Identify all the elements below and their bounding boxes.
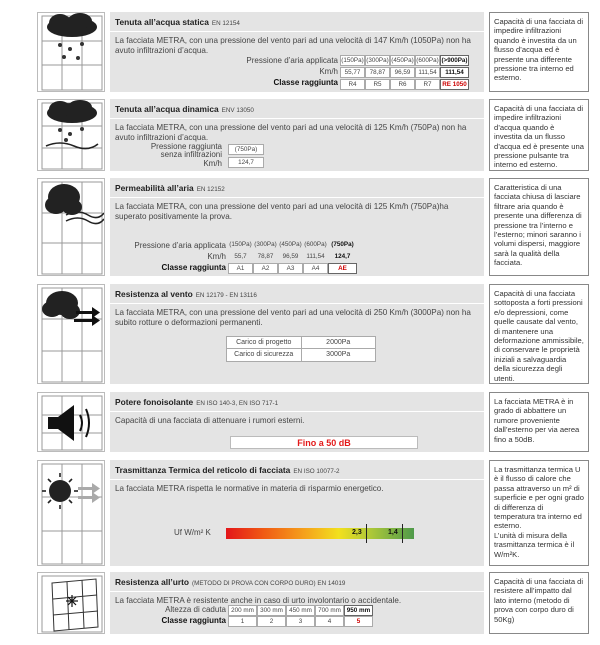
table-cell: 300 mm (257, 605, 286, 616)
table-cell: Carico di progetto (227, 337, 302, 348)
section3-icon-box (37, 178, 105, 276)
section7-icon-box (37, 572, 105, 634)
section6-panel (110, 460, 484, 566)
section2-panel (110, 99, 484, 171)
table-cell: 55,77 (340, 67, 365, 78)
s3-label-pressure: Pressione d’aria applicata (134, 241, 226, 250)
section5-side-note: La facciata METRA è in grado di abbattere un rumore proveniente dall’esterno per via aerea fino a 50dB. (489, 392, 589, 452)
table-cell: 55,7 (234, 253, 247, 260)
section4-title: Resistenza al vento EN 12179 - EN 13116 (110, 284, 484, 304)
table-cell: 4 (315, 616, 344, 627)
section4-icon-box (37, 284, 105, 384)
table-cell: 3 (286, 616, 315, 627)
section5-standard: EN ISO 140-3, EN ISO 717-1 (196, 400, 279, 407)
section7-title: Resistenza all’urto (METODO DI PROVA CON CORPO DURO) EN 14019 (110, 572, 484, 592)
section3-side-note: Caratteristica di una facciata chiusa di lasciare filtrare aria quando è presente una differenza di pressione tra l’interno e l’esterno; minori saranno i volumi dispersi, maggiore sarà la qualità della facciata. (489, 178, 589, 276)
section3-standard: EN 12152 (196, 186, 225, 193)
s2-label-pressure: Pressione raggiunta senza infiltrazioni (150, 142, 222, 159)
table-cell: (300Pa) (366, 57, 389, 64)
s3-speed-row (228, 252, 357, 263)
s7-class-row (228, 616, 373, 627)
section2-title: Tenuta all’acqua dinamica ENV 13050 (110, 99, 484, 119)
s6-label-1-4: 1,4 (388, 529, 398, 536)
section1-desc: La facciata METRA, con una pressione del vento pari ad una velocità di 147 Km/h (1050Pa) non ha avuto infiltrazioni d’acqua. (115, 36, 471, 55)
table-cell: A1 (228, 263, 253, 274)
table-cell: 2 (257, 616, 286, 627)
table-cell: 950 mm (344, 605, 373, 616)
s1-class-row (340, 79, 469, 90)
section2-side-note: Capacità di una facciata di impedire infiltrazioni d’acqua quando è investita da un flusso d’acqua ed è presente una pressione pulsante tra interno ed esterno. (489, 99, 589, 171)
table-cell: 700 mm (315, 605, 344, 616)
section5-desc: Capacità di una facciata di attenuare i rumori esterni. (115, 416, 305, 425)
table-cell: 111,54 (306, 253, 325, 260)
table-cell: (150Pa) (341, 57, 364, 64)
s2-pressure-cell (228, 144, 264, 155)
s1-label-kmh: Km/h (319, 67, 338, 76)
section5-title: Potere fonoisolante EN ISO 140-3, EN ISO 717-1 (110, 392, 484, 412)
section4-desc: La facciata METRA, con una pressione del vento pari ad una velocità di 250 Km/h (3000Pa) non ha subito rotture o deformazioni permanenti. (115, 308, 471, 327)
section6-side-note: La trasmittanza termica U è il flusso di calore che passa attraverso un m² di superficie e per ogni grado di differenza di temperatura tra interno ed esterno. L’unità di misura della trasmittanza termica è il W/m²K. (489, 460, 589, 566)
section1-side-note: Capacità di una facciata di impedire infiltrazioni quando è investita da un flusso d’acqua ed è presente una differente pressione tra interno ed esterno. (489, 12, 589, 92)
section1-panel (110, 12, 484, 92)
table-cell: Carico di sicurezza (227, 349, 302, 361)
s1-label-class: Classe raggiunta (273, 78, 338, 87)
section3-title: Permeabilità all’aria EN 12152 (110, 178, 484, 198)
sun-heat-icon (38, 461, 105, 566)
table-cell: (>900Pa) (441, 57, 468, 64)
table-cell: (600Pa) (416, 57, 439, 64)
table-row (227, 349, 375, 361)
table-cell: A3 (278, 263, 303, 274)
section4-standard: EN 12179 - EN 13116 (195, 292, 257, 299)
s3-pressure-row (228, 240, 357, 251)
section2-desc: La facciata METRA, con una pressione del vento pari ad una velocità di 125 Km/h (750Pa) non ha avuto infiltrazioni d’acqua. (115, 123, 467, 142)
table-cell: 3000Pa (326, 351, 351, 358)
s3-label-kmh: Km/h (207, 252, 226, 261)
s6-marker-2-3 (366, 524, 367, 543)
cloud-rain-icon (38, 13, 105, 92)
table-cell: RE 1050 (440, 79, 469, 90)
table-cell: A4 (303, 263, 328, 274)
table-cell: 200 mm (228, 605, 257, 616)
section6-title: Trasmittanza Termica del reticolo di facciata EN ISO 10077-2 (110, 460, 484, 480)
table-cell: R7 (415, 79, 440, 90)
table-cell: 96,59 (390, 67, 415, 78)
section6-icon-box (37, 460, 105, 566)
section3-desc: La facciata METRA, con una pressione del vento pari ad una velocità di 125 Km/h (750Pa)ha superato positivamente la prova. (115, 202, 449, 221)
s7-label-height: Altezza di caduta (165, 605, 226, 614)
section4-panel (110, 284, 484, 384)
s6-label-2-3: 2,3 (352, 529, 362, 536)
s7-label-class: Classe raggiunta (161, 616, 226, 625)
table-cell: 450 mm (286, 605, 315, 616)
table-cell: 111,54 (440, 67, 469, 78)
s6-uf-label: Uf W/m² K (174, 528, 211, 537)
table-cell: R4 (340, 79, 365, 90)
section2-icon-box (37, 99, 105, 171)
s3-label-class: Classe raggiunta (161, 263, 226, 272)
section6-desc: La facciata METRA rispetta le normative in materia di risparmio energetico. (115, 484, 384, 493)
section1-icon-box (37, 12, 105, 92)
impact-icon (38, 573, 105, 634)
table-cell: 2000Pa (326, 339, 351, 346)
table-cell: (750Pa) (331, 241, 354, 248)
section7-standard: (METODO DI PROVA CON CORPO DURO) EN 14019 (192, 580, 346, 587)
table-cell: A2 (253, 263, 278, 274)
table-cell: (600Pa) (304, 241, 327, 248)
table-cell: 1 (228, 616, 257, 627)
section2-standard: ENV 13050 (221, 107, 254, 114)
section7-side-note: Capacità di una facciata di resistere all’impatto dal lato interno (metodo di prova con corpo duro di 50Kg) (489, 572, 589, 634)
section5-icon-box (37, 392, 105, 452)
table-cell: (750Pa) (228, 144, 264, 155)
section3-panel (110, 178, 484, 276)
table-cell: 78,87 (365, 67, 390, 78)
s6-marker-1-4 (402, 524, 403, 543)
table-cell: 111,54 (415, 67, 440, 78)
table-cell: R6 (390, 79, 415, 90)
s1-pressure-row (340, 55, 469, 66)
table-cell: 124,7 (334, 253, 351, 260)
table-cell: (450Pa) (391, 57, 414, 64)
s5-result-bar: Fino a 50 dB (230, 436, 418, 449)
table-row (227, 337, 375, 349)
table-cell: 78,87 (257, 253, 274, 260)
section7-panel (110, 572, 484, 634)
table-cell: 124,7 (228, 157, 264, 168)
section1-standard: EN 12154 (211, 20, 240, 27)
table-cell: (150Pa) (229, 241, 252, 248)
s4-load-table (226, 336, 376, 362)
s2-speed-cell (228, 157, 264, 168)
section7-desc: La facciata METRA è resistente anche in caso di urto involontario o accidentale. (115, 596, 402, 605)
s2-label-kmh: Km/h (203, 159, 222, 168)
megaphone-icon (38, 393, 105, 452)
s3-class-row (228, 263, 357, 274)
section5-panel (110, 392, 484, 452)
cloud-air-icon (38, 179, 105, 276)
s1-speed-row (340, 67, 469, 78)
s6-thermal-gradient (226, 528, 414, 539)
table-cell: (300Pa) (254, 241, 277, 248)
section1-title: Tenuta all’acqua statica EN 12154 (110, 12, 484, 32)
table-cell: 96,59 (282, 253, 299, 260)
wind-arrow-icon (38, 285, 105, 384)
table-cell: R5 (365, 79, 390, 90)
section6-standard: EN ISO 10077-2 (293, 468, 340, 475)
cloud-rain-wind-icon (38, 100, 105, 171)
section4-side-note: Capacità di una facciata sottoposta a forti pressioni e/o depressioni, come quelle causate dal vento, di mantenere una deformazione ammissibile, di conservare le proprietà iniziali a salvaguardia della sicurezza degli utenti. (489, 284, 589, 384)
s7-height-row (228, 605, 373, 616)
table-cell: 5 (344, 616, 373, 627)
s1-label-pressure: Pressione d’aria applicata (246, 56, 338, 65)
table-cell: AE (328, 263, 357, 274)
table-cell: (450Pa) (279, 241, 302, 248)
